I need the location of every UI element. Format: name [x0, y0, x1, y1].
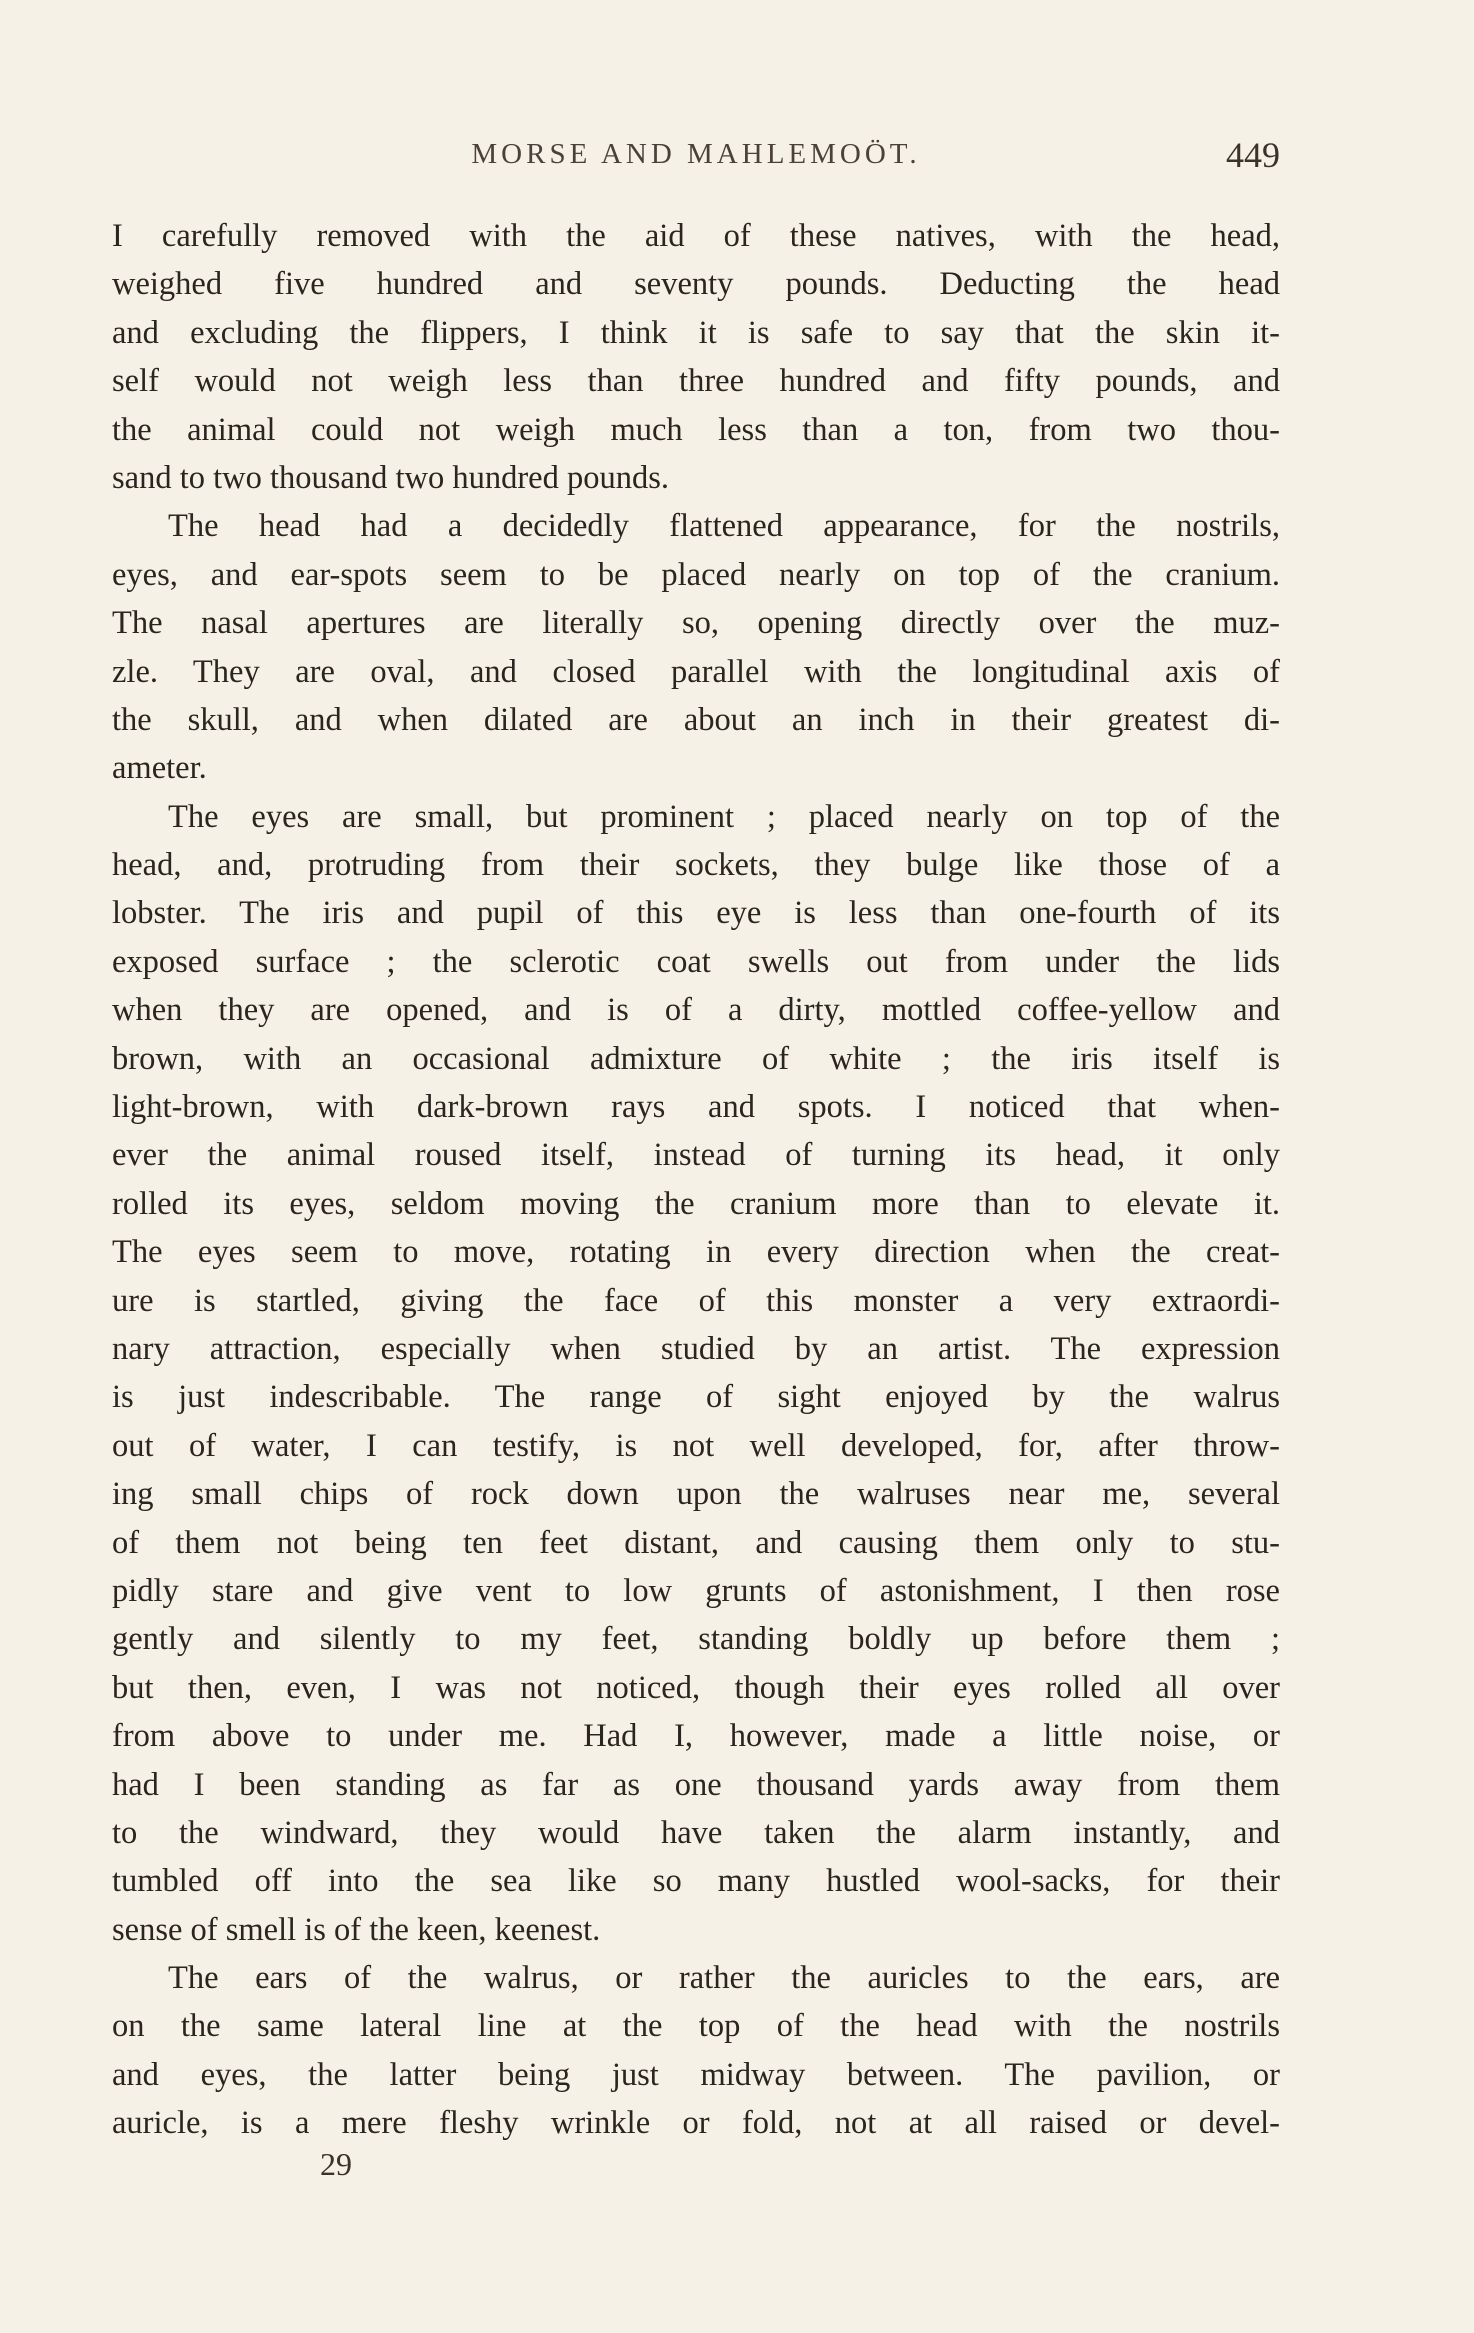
paragraph [112, 212, 1280, 502]
text-line: on the same lateral line at the top of the head with the nostrils [112, 2008, 1280, 2045]
text-line: and excluding the flippers, I think it is safe to say that the skin it- [112, 314, 1280, 351]
text-line: light-brown, with dark-brown rays and spots. I noticed that when- [112, 1089, 1280, 1126]
text-line: rolled its eyes, seldom moving the cranium more than to elevate it. [112, 1185, 1280, 1222]
text-line: auricle, is a mere fleshy wrinkle or fold, not at all raised or devel- [112, 2105, 1280, 2142]
text-line: to the windward, they would have taken the alarm instantly, and [112, 1814, 1280, 1851]
text-line: The nasal apertures are literally so, opening directly over the muz- [112, 605, 1280, 642]
text-line: ure is startled, giving the face of this monster a very extraordi- [112, 1282, 1280, 1319]
text-line: of them not being ten feet distant, and causing them only to stu- [112, 1524, 1280, 1561]
text-line: lobster. The iris and pupil of this eye is less than one-fourth of its [112, 895, 1280, 932]
text-line: eyes, and ear-spots seem to be placed nearly on top of the cranium. [112, 556, 1280, 593]
text-line: the animal could not weigh much less than a ton, from two thou- [112, 411, 1280, 448]
text-line: from above to under me. Had I, however, made a little noise, or [112, 1718, 1280, 1755]
paragraph [112, 502, 1280, 792]
text-line: out of water, I can testify, is not well developed, for, after throw- [112, 1427, 1280, 1464]
text-line: when they are opened, and is of a dirty, mottled coffee-yellow and [112, 992, 1280, 1029]
text-line: the skull, and when dilated are about an inch in their greatest di- [112, 701, 1280, 738]
text-line: sand to two thousand two hundred pounds. [112, 459, 669, 496]
text-line: head, and, protruding from their sockets, they bulge like those of a [112, 847, 1280, 884]
running-title: MORSE AND MAHLEMOÖT. [471, 138, 921, 170]
paragraph [112, 793, 1280, 1954]
text-line: had I been standing as far as one thousand yards away from them [112, 1766, 1280, 1803]
text-line: ever the animal roused itself, instead of turning its head, it only [112, 1137, 1280, 1174]
text-line: The head had a decidedly flattened appearance, for the nostrils, [168, 508, 1280, 545]
paragraph [112, 1954, 1280, 2148]
text-line: exposed surface ; the sclerotic coat swells out from under the lids [112, 943, 1280, 980]
text-line: weighed five hundred and seventy pounds. Deducting the head [112, 266, 1280, 303]
text-line: brown, with an occasional admixture of white ; the iris itself is [112, 1040, 1280, 1077]
text-line: nary attraction, especially when studied by an artist. The expression [112, 1330, 1280, 1367]
text-line: The eyes are small, but prominent ; placed nearly on top of the [168, 798, 1280, 835]
signature-mark: 29 [320, 2146, 352, 2182]
text-line: The eyes seem to move, rotating in every direction when the creat- [112, 1234, 1280, 1271]
text-line: but then, even, I was not noticed, though their eyes rolled all over [112, 1669, 1280, 1706]
text-line: sense of smell is of the keen, keenest. [112, 1911, 601, 1948]
text-line: gently and silently to my feet, standing boldly up before them ; [112, 1621, 1280, 1658]
text-line: tumbled off into the sea like so many hustled wool-sacks, for their [112, 1863, 1280, 1900]
text-line: I carefully removed with the aid of these natives, with the head, [112, 218, 1280, 254]
text-line: ing small chips of rock down upon the walruses near me, several [112, 1476, 1280, 1513]
running-head [112, 135, 1280, 188]
text-line: zle. They are oval, and closed parallel with the longitudinal axis of [112, 653, 1280, 690]
text-line: is just indescribable. The range of sight enjoyed by the walrus [112, 1379, 1280, 1416]
body-text [112, 212, 1280, 2148]
text-line: pidly stare and give vent to low grunts of astonishment, I then rose [112, 1572, 1280, 1609]
text-line: The ears of the walrus, or rather the auricles to the ears, are [168, 1960, 1280, 1997]
text-line: and eyes, the latter being just midway between. The pavilion, or [112, 2056, 1280, 2093]
text-line: ameter. [112, 750, 207, 787]
page-number: 449 [1226, 135, 1280, 175]
text-line: self would not weigh less than three hundred and fifty pounds, and [112, 363, 1280, 400]
